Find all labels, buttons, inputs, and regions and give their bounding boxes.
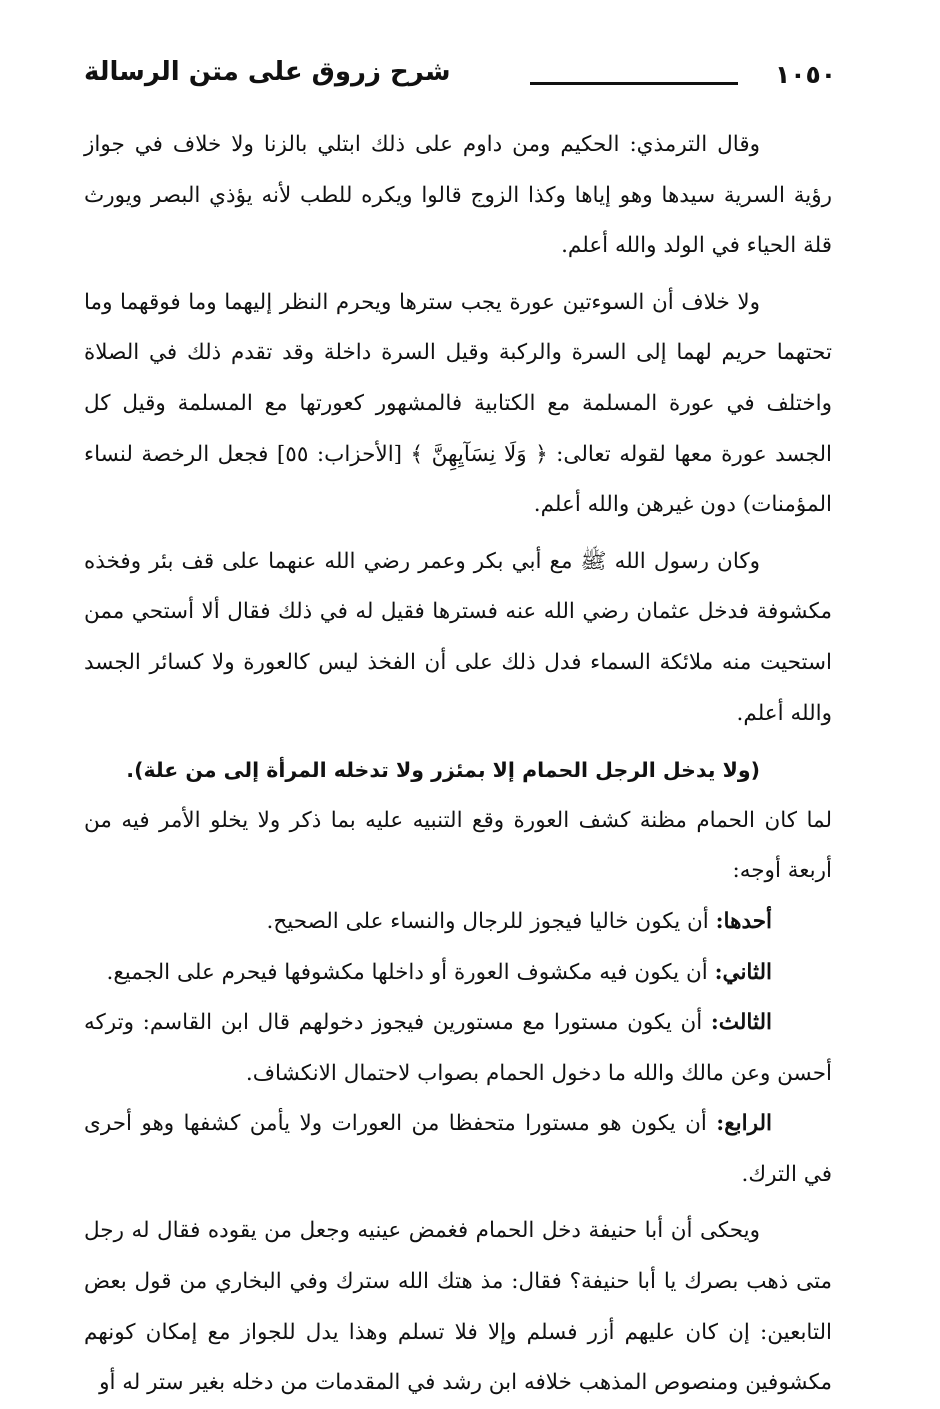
list-item-term: الثالث: — [710, 1010, 772, 1036]
paragraph-hadith: وكان رسول الله ﷺ مع أبي بكر وعمر رضي الله عنهما على قف بئر وفخذه مكشوفة فدخل عثمان رضي الله عنه فسترها فقيل له في ذلك فقال ألا أستحي ممن استحيت منه ملائكة السماء فدل ذلك على أن الفخذ ليس كالعورة ولا كسائر الجسد والله أعلم. — [84, 548, 832, 726]
list-item-term: أحدها: — [715, 908, 772, 934]
list-item-text: أن يكون فيه مكشوف العورة أو داخلها مكشوفها فيحرم على الجميع. — [106, 959, 715, 985]
paragraph-hammam-intro: لما كان الحمام مظنة كشف العورة وقع التنبيه عليه بما ذكر ولا يخلو الأمر فيه من أربعة أوجه: — [84, 807, 832, 884]
list-item-first — [84, 897, 832, 948]
list-item-term: الرابع: — [716, 1111, 772, 1137]
list-item-text: أن يكون خاليا فيجوز للرجال والنساء على الصحيح. — [266, 908, 716, 934]
list-item-term: الثاني: — [714, 959, 772, 985]
header-rule — [530, 82, 738, 85]
list-item-fourth — [84, 1099, 832, 1200]
page-header — [84, 54, 836, 106]
list-item-third — [84, 998, 832, 1099]
list-item-text: أن يكون هو مستورا متحفظا من العورات ولا يأمن كشفها وهو أحرى في الترك. — [84, 1111, 832, 1187]
list-item-second — [84, 948, 832, 999]
paragraph-awrah — [84, 278, 832, 531]
list-item-text: أن يكون مستورا مع مستورين فيجوز دخولهم قال ابن القاسم: وتركه أحسن وعن مالك والله ما دخول الحمام بصواب لاحتمال الانكشاف. — [84, 1010, 832, 1086]
paragraph-awrah-text-2: [الأحزاب: ٥٥] فجعل الرخصة لنساء المؤمنات) دون غيرهن والله أعلم. — [84, 441, 832, 518]
running-title: شرح زروق على متن الرسالة — [84, 57, 451, 87]
page-body — [84, 120, 832, 1409]
matn-heading: (ولا يدخل الرجل الحمام إلا بمئزر ولا تدخله المرأة إلى من علة). — [126, 758, 760, 783]
paragraph-tirmidhi: وقال الترمذي: الحكيم ومن داوم على ذلك ابتلي بالزنا ولا خلاف في جواز رؤية السرية سيدها وهو إياها وكذا الزوج قالوا ويكره للطب لأنه يؤذي البصر ويورث قلة الحياء في الولد والله أعلم. — [84, 132, 832, 259]
quran-quote: ﴿ وَلَا نِسَآيِهِنَّ ﴾ — [410, 441, 548, 467]
paragraph-abu-hanifa: ويحكى أن أبا حنيفة دخل الحمام فغمض عينيه وجعل من يقوده فقال له رجل متى ذهب بصرك يا أبا حنيفة؟ فقال: مذ هتك الله سترك وفي البخاري من قول بعض التابعين: إن كان عليهم أزر فسلم وإلا فلا تسلم وهذا يدل للجواز مع إمكان كونهم مكشوفين ومنصوص المذهب خلافه ابن رشد في المقدمات من دخله بغير ستر له أو — [84, 1218, 832, 1396]
paragraph-awrah-text-1: ولا خلاف أن السوءتين عورة يجب سترها ويحرم النظر إليهما وما فوقهما وما تحتهما حريم لهما إلى السرة والركبة وقيل السرة داخلة وقد تقدم ذلك في الصلاة واختلف في عورة المسلمة مع الكتابية فالمشهور كعورتها مع المسلمة وقيل كل الجسد عورة معها لقوله تعالى: — [84, 289, 832, 467]
page-number: ١٠٥٠ — [774, 60, 836, 89]
